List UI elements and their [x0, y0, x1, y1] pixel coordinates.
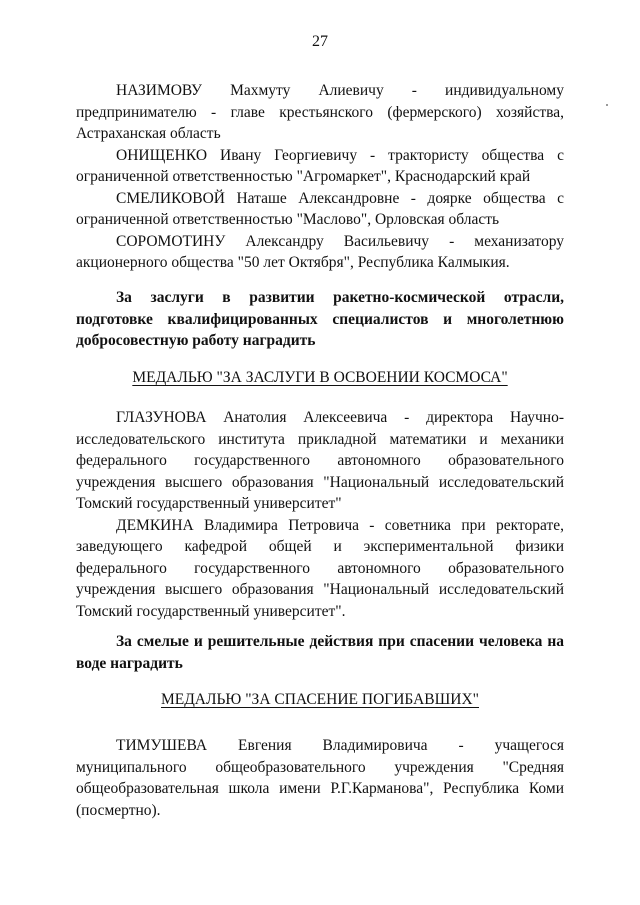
awardee-paragraph: ОНИЩЕНКО Ивану Георгиевичу - трактористу общества с ограниченной ответственностью "Агромаркет", Краснодарский край — [76, 146, 564, 185]
award-decree-heading: За смелые и решительные действия при спасении человека на воде наградить — [76, 633, 564, 672]
awardee-paragraph: НАЗИМОВУ Махмуту Алиевичу - индивидуальному предпринимателю - главе крестьянского (фермерского) хозяйства, Астраханская область — [76, 82, 564, 142]
section-heading-rescue — [76, 631, 564, 674]
awardee-list-agriculture — [76, 80, 564, 274]
medal-title-space — [0, 367, 640, 388]
medal-title-text: МЕДАЛЬЮ "ЗА ЗАСЛУГИ В ОСВОЕНИИ КОСМОСА" — [132, 369, 508, 386]
awardee-paragraph: СОРОМОТИНУ Александру Васильевичу - механизатору акционерного общества "50 лет Октября", Республика Калмыкия. — [76, 232, 564, 271]
section-heading-space — [76, 287, 564, 352]
scan-speck — [606, 104, 608, 106]
awardee-paragraph: СМЕЛИКОВОЙ Наташе Александровне - доярке общества с ограниченной ответственностью "Маслово", Орловская область — [76, 189, 564, 228]
awardee-paragraph: ДЕМКИНА Владимира Петровича - советника при ректорате, заведующего кафедрой общей и экспериментальной физики федерального государственного автономного образовательного учреждения высшего образования "Национальный исследовательский Томский государственный университет". — [76, 516, 564, 620]
awardee-paragraph: ТИМУШЕВА Евгения Владимировича - учащегося муниципального общеобразовательного учреждения "Средняя общеобразовательная школа имени Р.Г.Карманова", Республика Коми (посмертно). — [76, 737, 564, 819]
page-number: 27 — [312, 33, 328, 50]
medal-title-text: МЕДАЛЬЮ "ЗА СПАСЕНИЕ ПОГИБАВШИХ" — [160, 691, 479, 708]
awardee-list-space — [76, 407, 564, 622]
award-decree-heading: За заслуги в развитии ракетно-космической отрасли, подготовке квалифицированных специалистов и многолетнюю добросовестную работу наградить — [76, 289, 564, 349]
medal-title-rescue — [0, 689, 640, 710]
awardee-paragraph: ГЛАЗУНОВА Анатолия Алексеевича - директора Научно-исследовательского института прикладной математики и механики федерального государственного автономного образовательного учреждения высшего образования "Национальный исследовательский Томский государственный университет" — [76, 409, 564, 512]
awardee-list-rescue — [76, 735, 564, 821]
